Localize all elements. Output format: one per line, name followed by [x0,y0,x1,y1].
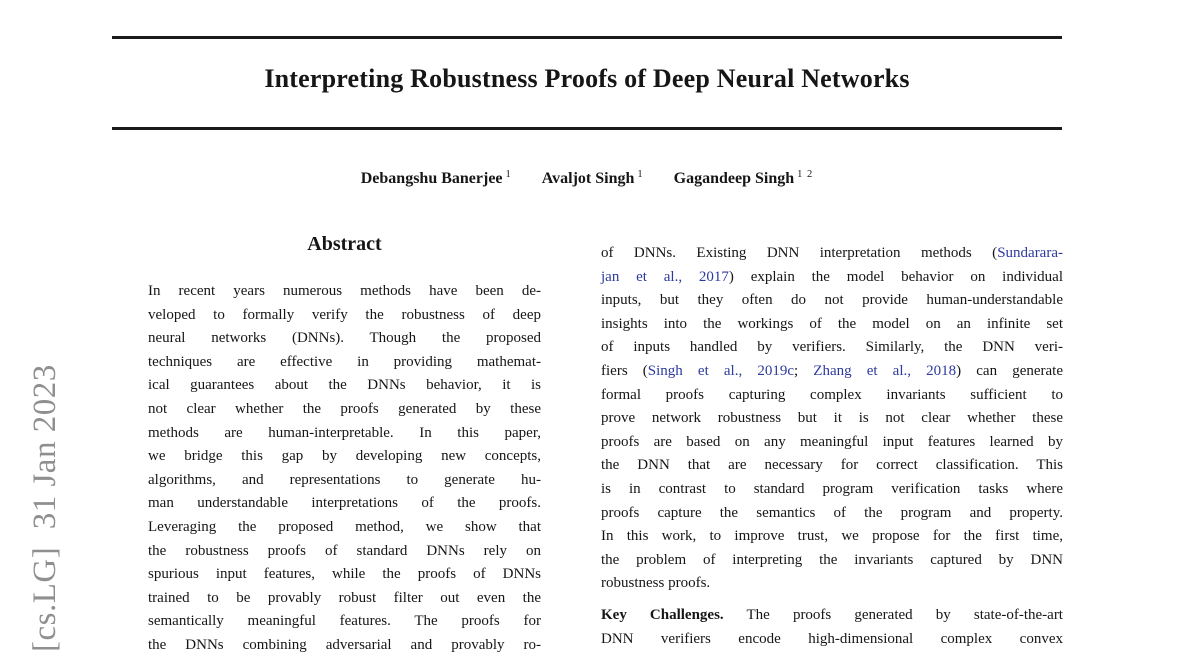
body-text-line: DNN verifiers encode high-dimensional complex convex [601,630,1063,647]
body-text-line: In this work, to improve trust, we propose for the first time, [601,528,1063,545]
body-text-line: prove network robustness but it is not clear whether these [601,410,1063,427]
abstract-line: algorithms, and representations to generate hu- [148,471,541,488]
body-text-line: of inputs handled by verifiers. Similarly, the DNN veri- [601,339,1063,356]
body-text-line: the DNN that are necessary for correct classification. This [601,457,1063,474]
author-1 [361,170,512,187]
abstract-line: we bridge this gap by developing new concepts, [148,448,541,465]
abstract-line: man understandable interpretations of the proofs. [148,495,541,512]
title-bottom-rule [112,127,1062,130]
abstract-heading: Abstract [307,233,382,255]
author-2-name: Avaljot Singh [541,170,635,187]
citation-link[interactable]: Zhang et al., 2018 [813,362,957,379]
abstract-line: Leveraging the proposed method, we show that [148,518,541,535]
body-text-line: formal proofs capturing complex invariants sufficient to [601,386,1063,403]
citation-link[interactable]: jan et al., 2017 [601,268,729,285]
abstract-line: techniques are effective in providing mathemat- [148,353,541,370]
body-text-line [601,266,1063,290]
abstract-line: the DNNs combining adversarial and provably ro- [148,636,541,653]
body-text: ; [793,362,814,379]
body-text-line: inputs, but they often do not provide human-understandable [601,292,1063,309]
body-text: ) can generate [956,362,1063,379]
top-rule [112,36,1062,39]
abstract-line: semantically meaningful features. The proofs for [148,613,541,630]
author-3-name: Gagandeep Singh [673,170,795,187]
abstract-line: trained to be provably robust filter out even the [148,589,541,606]
author-1-name: Debangshu Banerjee [360,170,503,187]
citation-link[interactable]: Sundarara- [997,245,1063,261]
body-text-line: insights into the workings of the model on an infinite set [601,315,1063,332]
abstract-line: the robustness proofs of standard DNNs rely on [148,542,541,559]
abstract-line: neural networks (DNNs). Though the proposed [148,330,541,347]
key-challenges-paragraph [601,604,1063,651]
author-3 [674,170,814,187]
abstract-line: not clear whether the proofs generated by these [148,400,541,417]
intro-column [601,242,1063,651]
body-text: of DNNs. Existing DNN interpretation methods ( [601,245,998,261]
abstract-line: ical guarantees about the DNNs behavior, it is [148,377,541,394]
body-text-line: proofs are based on any meaningful input features learned by [601,433,1063,450]
arxiv-sidebar-stamp: [cs.LG] 31 Jan 2023 [27,364,63,652]
author-2-affiliation-sup: 1 [637,169,644,180]
paper-title: Interpreting Robustness Proofs of Deep Neural Networks [264,64,910,93]
abstract-line: methods are human-interpretable. In this paper, [148,424,541,441]
authors-line [112,169,1062,188]
body-text-line [601,360,1063,384]
intro-paragraph [601,242,1063,596]
abstract-paragraph [148,280,541,658]
abstract-line: spurious input features, while the proofs of DNNs [148,566,541,583]
author-1-affiliation-sup: 1 [505,169,512,180]
key-challenges-heading: Key Challenges. [601,606,724,623]
body-text-line: is in contrast to standard program verification tasks where [601,480,1063,497]
abstract-line: veloped to formally verify the robustness of deep [148,306,541,323]
body-text-line [601,242,1063,266]
body-text-line [601,604,1063,628]
citation-link[interactable]: Singh et al., 2019c [647,362,794,379]
abstract-line: In recent years numerous methods have been de- [148,283,541,299]
author-3-affiliation-sup: 1 2 [797,169,814,180]
body-text-line: proofs capture the semantics of the program and property. [601,504,1063,521]
author-2 [542,170,644,187]
body-text-line: the problem of interpreting the invariants captured by DNN [601,551,1063,568]
body-text: ) explain the model behavior on individual [728,268,1063,285]
body-text: fiers ( [601,362,648,379]
body-text: The proofs generated by state-of-the-art [723,606,1063,623]
body-text-line: robustness proofs. [601,575,711,592]
